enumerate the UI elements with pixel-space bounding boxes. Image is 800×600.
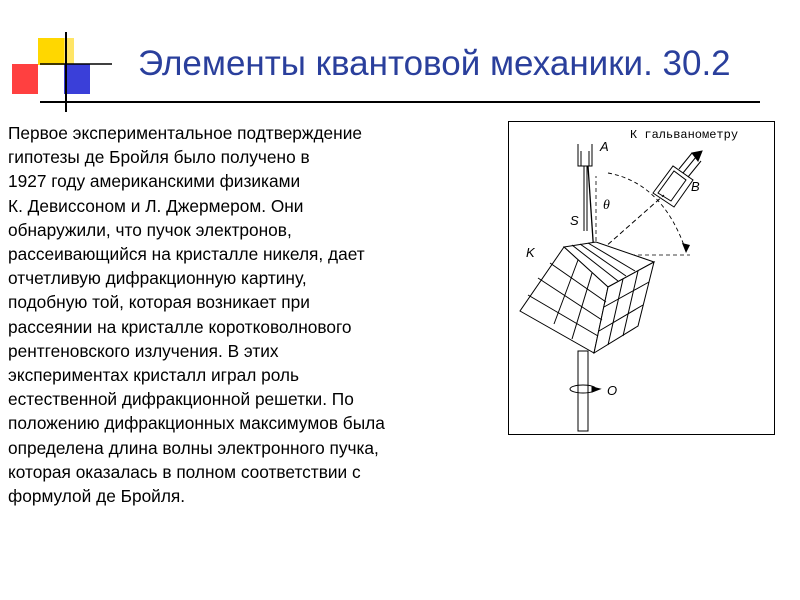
body-line: формулой де Бройля. [8, 486, 186, 507]
label-B: B [691, 179, 700, 194]
body-line: которая оказалась в полном соответствии с [8, 461, 361, 482]
body-line: положению дифракционных максимумов была [8, 413, 385, 434]
logo-blue-square [64, 64, 90, 94]
label-K: K [526, 245, 535, 260]
body-line: естественной дифракционной решетки. По [8, 389, 354, 410]
label-galvanometer: К гальванометру [630, 128, 739, 142]
label-A: A [600, 139, 609, 154]
body-line: рассеянии на кристалле коротковолнового [8, 316, 352, 337]
body-line: рентгеновского излучения. В этих [8, 340, 279, 361]
slide-title: Элементы квантовой механики. 30.2 [138, 44, 731, 83]
body-line: обнаружили, что пучок электронов, [8, 219, 292, 240]
label-O: O [607, 383, 618, 398]
logo-yellow-square [38, 38, 64, 65]
body-line: 1927 году американскими физиками [8, 171, 301, 192]
body-line: отчетливую дифракционную картину, [8, 268, 307, 289]
body-line: К. Девиссоном и Л. Джермером. Они [8, 195, 304, 216]
body-text [8, 121, 498, 508]
experiment-diagram [508, 121, 775, 435]
body-line: подобную той, которая возникает при [8, 292, 310, 313]
logo-red-square [12, 64, 38, 94]
label-theta: θ [603, 198, 610, 213]
body-line: рассеивающийся на кристалле никеля, дает [8, 244, 365, 265]
body-line: гипотезы де Бройля было получено в [8, 147, 310, 168]
corner-logo [0, 0, 115, 115]
label-S: S [570, 213, 579, 228]
body-line: экспериментах кристалл играл роль [8, 365, 300, 386]
body-line: определена длина волны электронного пучка, [8, 437, 379, 458]
title-divider [40, 101, 760, 103]
body-line: Первое экспериментальное подтверждение [8, 123, 362, 143]
